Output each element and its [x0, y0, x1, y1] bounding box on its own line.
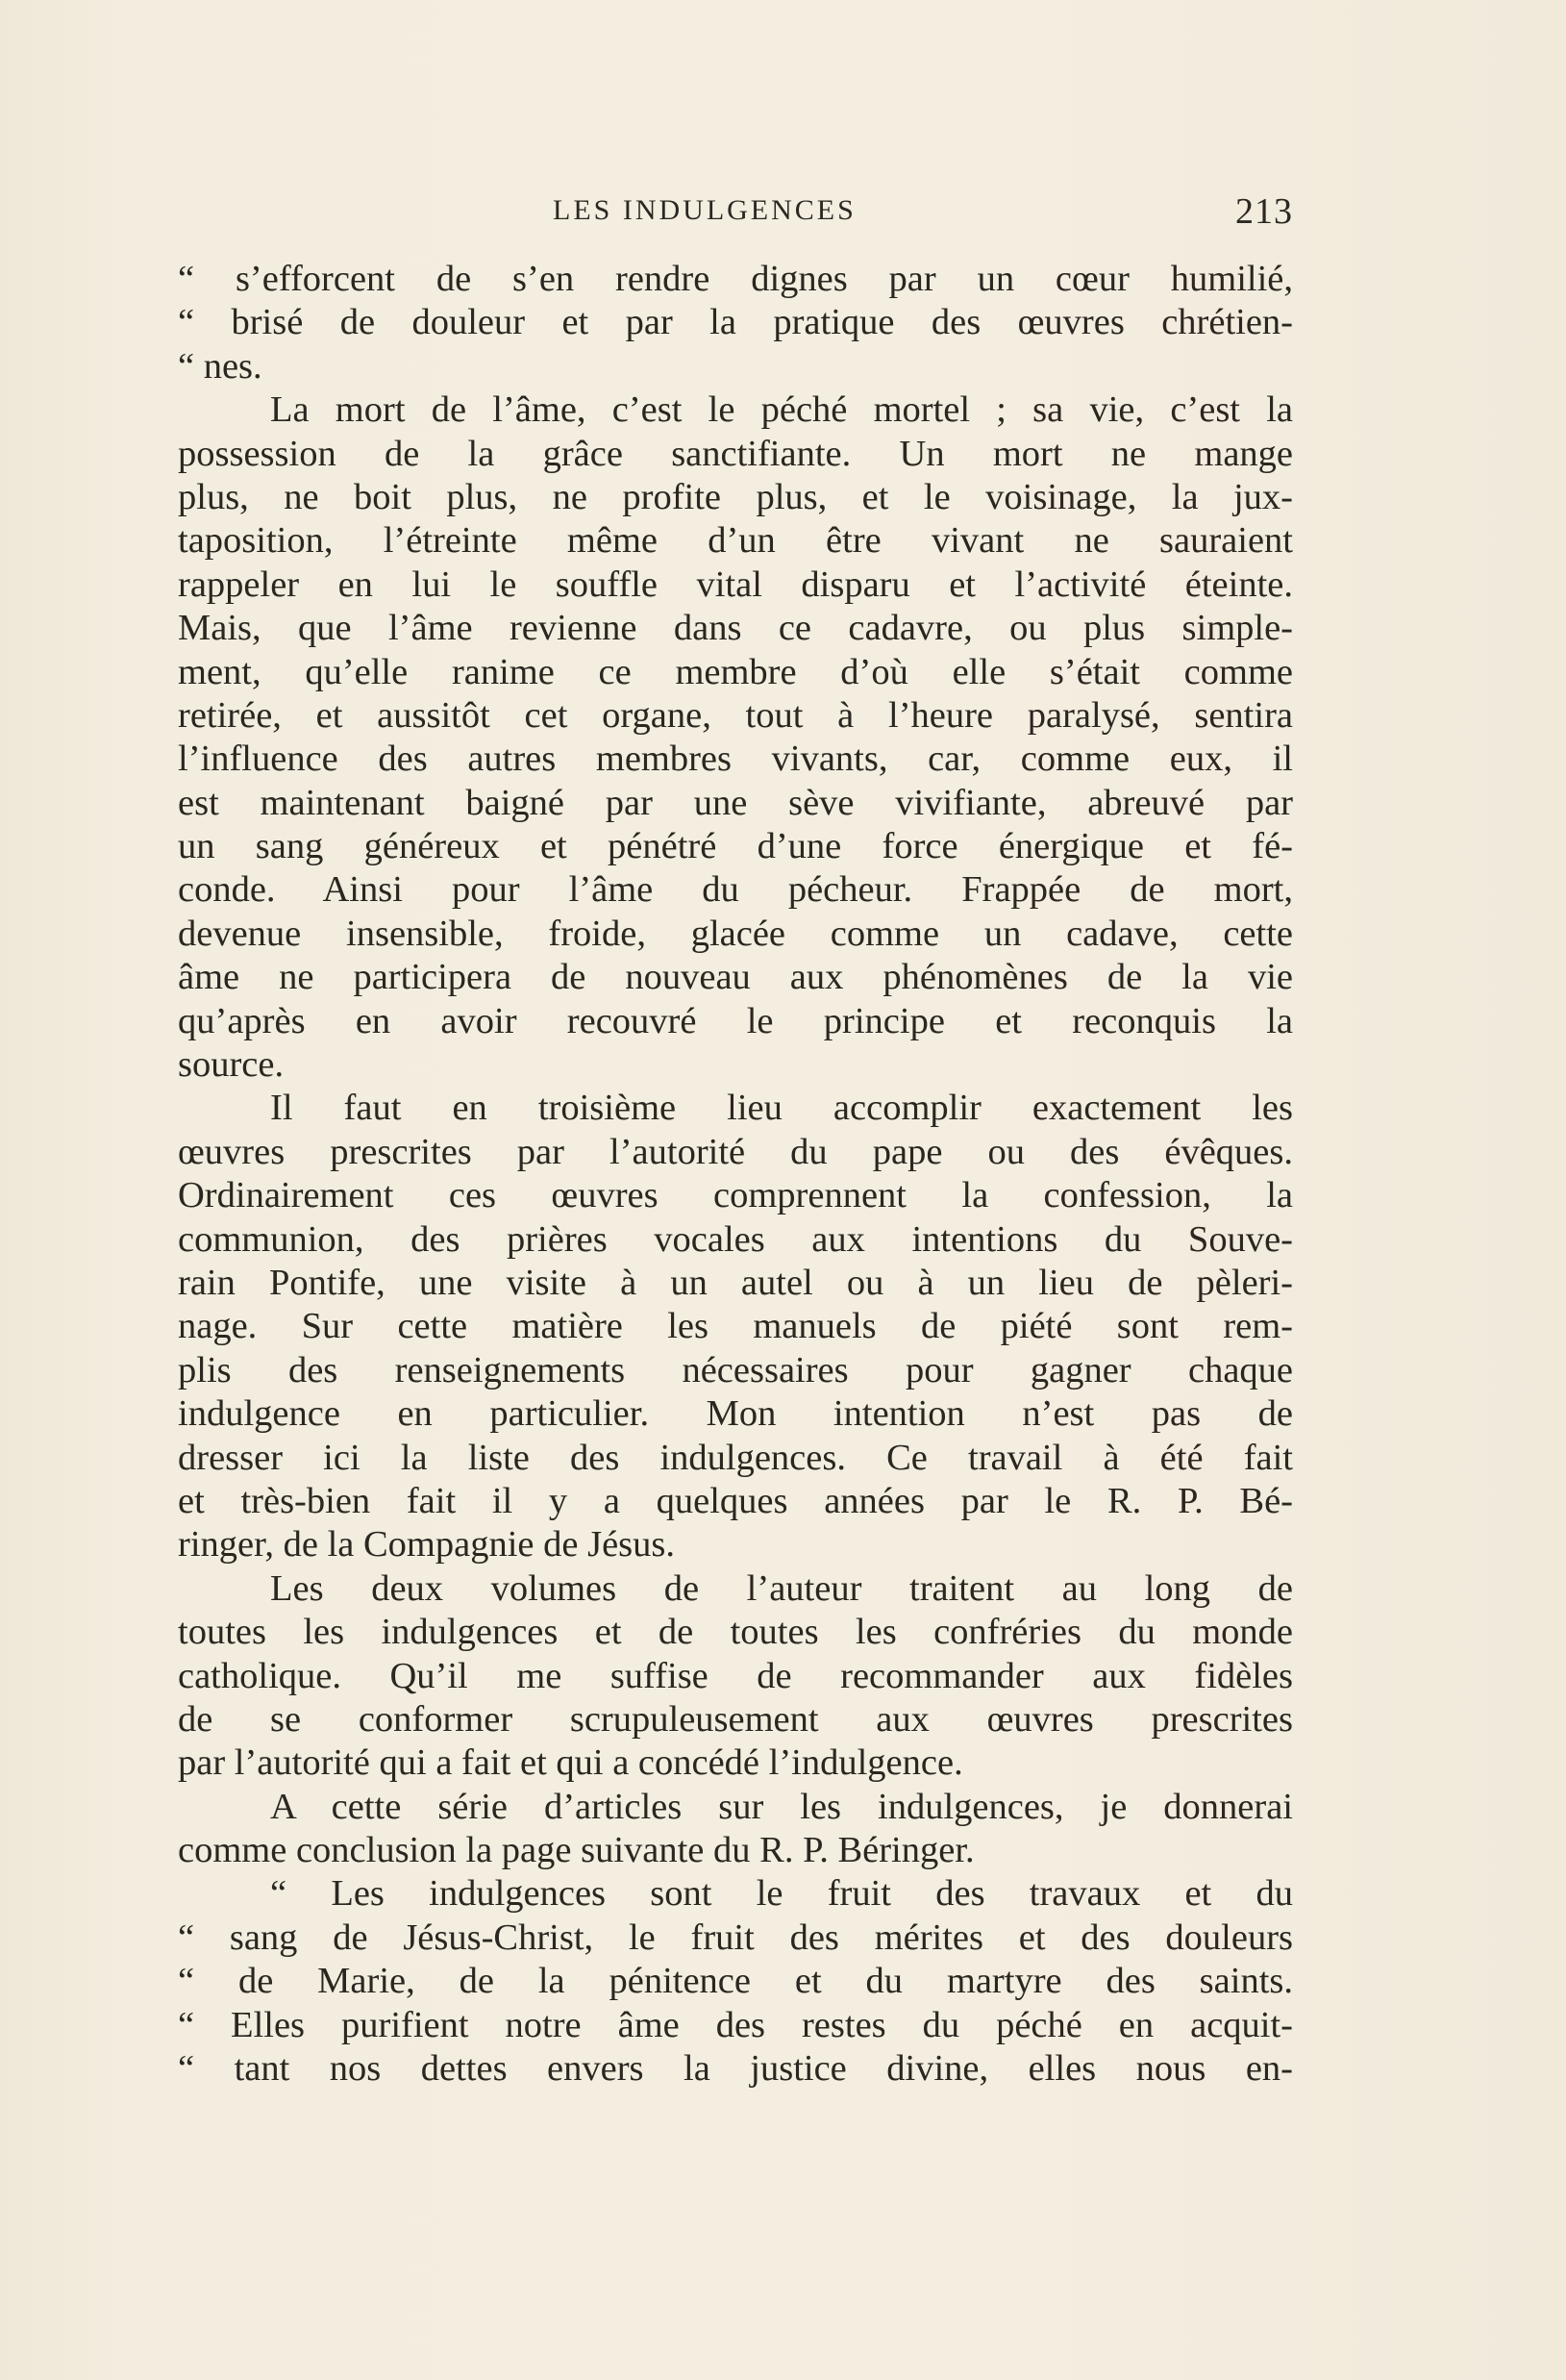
page-body-text	[178, 258, 1293, 2091]
text-line: retirée, et aussitôt cet organe, tout à l’heure paralysé, sentira	[178, 694, 1293, 736]
text-line: La mort de l’âme, c’est le péché mortel ; sa vie, c’est la	[270, 389, 1293, 431]
text-line: indulgence en particulier. Mon intention n’est pas de	[178, 1393, 1293, 1435]
page-number: 213	[1235, 191, 1293, 232]
text-line: l’influence des autres membres vivants, car, comme eux, il	[178, 739, 1293, 780]
text-line: Les deux volumes de l’auteur traitent au long de	[270, 1567, 1293, 1609]
text-line: “ de Marie, de la pénitence et du martyre des saints.	[178, 1961, 1293, 2002]
text-line: par l’autorité qui a fait et qui a concédé l’indulgence.	[178, 1742, 963, 1784]
text-line: plis des renseignements nécessaires pour gagner chaque	[178, 1349, 1293, 1390]
text-line: “ brisé de douleur et par la pratique des œuvres chrétien-	[178, 302, 1293, 343]
page-header	[178, 190, 1293, 238]
text-line: qu’après en avoir recouvré le principe et reconquis la	[178, 1000, 1293, 1041]
text-line: dresser ici la liste des indulgences. Ce travail à été fait	[178, 1437, 1293, 1478]
text-line: Mais, que l’âme revienne dans ce cadavre, ou plus simple-	[178, 608, 1293, 649]
text-line: âme ne participera de nouveau aux phénomènes de la vie	[178, 957, 1293, 998]
text-line: rain Pontife, une visite à un autel ou à un lieu de pèleri-	[178, 1262, 1293, 1303]
text-line: Il faut en troisième lieu accomplir exactement les	[270, 1088, 1293, 1129]
text-line: “ Les indulgences sont le fruit des travaux et du	[270, 1873, 1293, 1915]
text-line: A cette série d’articles sur les indulgences, je donnerai	[270, 1786, 1293, 1827]
text-line: communion, des prières vocales aux intentions du Souve-	[178, 1218, 1293, 1260]
text-line: possession de la grâce sanctifiante. Un mort ne mange	[178, 433, 1293, 474]
text-line: taposition, l’étreinte même d’un être vivant ne sauraient	[178, 520, 1293, 562]
text-line: rappeler en lui le souffle vital disparu et l’activité éteinte.	[178, 564, 1293, 605]
text-line: est maintenant baigné par une sève vivifiante, abreuvé par	[178, 782, 1293, 823]
text-line: ment, qu’elle ranime ce membre d’où elle s’était comme	[178, 651, 1293, 692]
text-line: conde. Ainsi pour l’âme du pécheur. Frappée de mort,	[178, 869, 1293, 911]
text-line: toutes les indulgences et de toutes les confréries du monde	[178, 1612, 1293, 1653]
text-line: “ Elles purifient notre âme des restes du péché en acquit-	[178, 2004, 1293, 2045]
text-line: un sang généreux et pénétré d’une force énergique et fé-	[178, 826, 1293, 867]
text-line: “ tant nos dettes envers la justice divine, elles nous en-	[178, 2048, 1293, 2090]
text-line: œuvres prescrites par l’autorité du pape ou des évêques.	[178, 1131, 1293, 1172]
text-line: “ nes.	[178, 345, 262, 387]
text-line: “ s’efforcent de s’en rendre dignes par un cœur humilié,	[178, 259, 1293, 299]
text-line: catholique. Qu’il me suffise de recommander aux fidèles	[178, 1655, 1293, 1696]
text-line: nage. Sur cette matière les manuels de piété sont rem-	[178, 1306, 1293, 1347]
text-line: devenue insensible, froide, glacée comme un cadave, cette	[178, 913, 1293, 954]
text-line: plus, ne boit plus, ne profite plus, et le voisinage, la jux-	[178, 476, 1293, 517]
text-line: et très-bien fait il y a quelques années par le R. P. Bé-	[178, 1480, 1293, 1521]
text-line: “ sang de Jésus-Christ, le fruit des mérites et des douleurs	[178, 1917, 1293, 1958]
text-line: Ordinairement ces œuvres comprennent la confession, la	[178, 1175, 1293, 1216]
text-line: comme conclusion la page suivante du R. P. Béringer.	[178, 1830, 975, 1871]
text-line: de se conformer scrupuleusement aux œuvres prescrites	[178, 1698, 1293, 1740]
text-line: ringer, de la Compagnie de Jésus.	[178, 1524, 676, 1566]
text-line: source.	[178, 1044, 285, 1086]
running-title: LES INDULGENCES	[553, 194, 857, 226]
